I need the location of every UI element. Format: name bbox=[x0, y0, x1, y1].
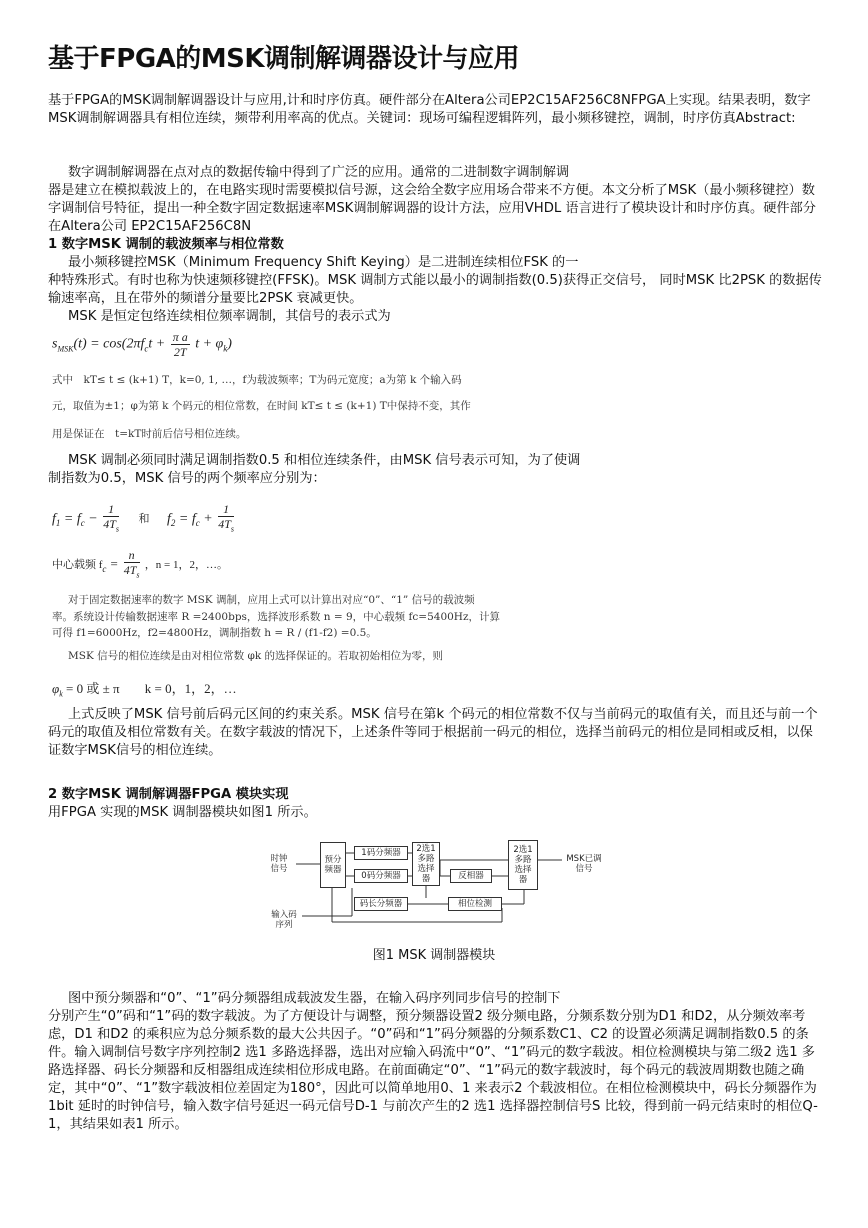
where-line3: 用是保证在 t=kT时前后信号相位连续。 bbox=[52, 428, 247, 440]
sec2-block bbox=[48, 786, 823, 822]
sec1-p3-line1: MSK 调制必须同时满足调制指数0.5 和相位连续条件，由MSK 信号表示可知，为了使调 bbox=[68, 453, 581, 468]
div1-box: 1码分频器 bbox=[354, 846, 408, 860]
intro-rest: 器是建立在模拟载波上的，在电路实现时需要模拟信号源，这会给全数字应用场合带来不方便。本文分析了MSK（最小频移键控）数字调制信号特征，提出一种全数字固定数据速率MSK调制解调器的设计方法，应用VHDL 语言进行了模块设计和时序仿真。硬件部分在Altera公司 EP2C15AF256C8N bbox=[48, 183, 816, 234]
clock-signal-label: 时钟 信号 bbox=[270, 854, 288, 874]
mux2-box: 2选1 多路 选择 器 bbox=[508, 840, 538, 890]
figure-caption: 图1 MSK 调制器模块 bbox=[372, 948, 496, 963]
where-line2: 元，取值为±1；φ为第 k 个码元的相位常数，在时间 kT≤ t ≤ (k+1) T中保持不变，其作 bbox=[52, 400, 471, 412]
sec1-p3-line2: 制指数为0.5，MSK 信号的两个频率应分别为： bbox=[48, 471, 326, 486]
equation-center-frequency: 中心载频 $f_c$ = $\frac{n}{4T_s}$ ，n = 1，2，…。 bbox=[52, 548, 228, 580]
sec1-p2: MSK 是恒定包络连续相位频率调制，其信号的表示式为 bbox=[68, 309, 391, 324]
sec1-p4: 上式反映了MSK 信号前后码元区间的约束关系。MSK 信号在第k 个码元的相位常数不仅与当前码元的取值有关，而且还与前一个码元的取值及相位常数有关。在数字载波的情况下，上述条件等同于根据前一码元的相位，选择当前码元的相位是同相或反相，以保证数字MSK信号的相位连续。 bbox=[48, 707, 818, 758]
example-line2: 率。系统设计传输数据速率 R =2400bps，选择波形系数 n = 9，中心载频 fc=5400Hz，计算 bbox=[52, 611, 500, 623]
sec1-p3-block bbox=[48, 452, 823, 488]
section1-heading: 1 数字MSK 调制的载波频率与相位常数 bbox=[48, 237, 284, 252]
equation-frequencies: $f_1 = f_c$ − $\frac{1}{4T_s}$ 和 $f_2 = f_c$ + $\frac{1}{4T_s}$ bbox=[52, 502, 234, 534]
sec2-p2-line1: 图中预分频器和“0”、“1”码分频器组成载波发生器，在输入码序列同步信号的控制下 bbox=[68, 991, 561, 1006]
sec1-p1-line1: 最小频移键控MSK（Minimum Frequency Shift Keying）是二进制连续相位FSK 的一 bbox=[68, 255, 579, 270]
intro-block bbox=[48, 164, 823, 326]
sec2-p1: 用FPGA 实现的MSK 调制器模块如图1 所示。 bbox=[48, 805, 317, 820]
code-length-divider-box: 码长分频器 bbox=[354, 897, 408, 911]
div0-box: 0码分频器 bbox=[354, 869, 408, 883]
mux1-box: 2选1 多路 选择 器 bbox=[412, 842, 440, 886]
example-line3: 可得 f1=6000Hz，f2=4800Hz，调制指数 h = R / (f1-f2) =0.5。 bbox=[52, 627, 377, 639]
abstract-block bbox=[48, 92, 823, 128]
output-label: MSK已调 信号 bbox=[566, 854, 602, 874]
prescaler-box: 预分 频器 bbox=[320, 842, 346, 888]
modulator-block-diagram bbox=[262, 838, 612, 934]
inverter-box: 反相器 bbox=[450, 869, 492, 883]
page-title: 基于FPGA的MSK调制解调器设计与应用 bbox=[48, 44, 520, 74]
where-line1: 式中 kT≤ t ≤ (k+1) T，k=0, 1, …，f为载波频率；T为码元宽度；a为第 k 个输入码 bbox=[52, 374, 462, 386]
phase-detect-box: 相位检测 bbox=[448, 897, 502, 911]
example-line1: 对于固定数据速率的数字 MSK 调制，应用上式可以计算出对应“0”、“1” 信号的载波频 bbox=[68, 594, 475, 606]
equation-msk-signal: $s_{MSK}(t) = \cos(2\pi f_ct$ + $\frac{\text{π a}}{2T}$ $t + \varphi_k$) bbox=[52, 330, 232, 359]
section2-heading: 2 数字MSK 调制解调器FPGA 模块实现 bbox=[48, 787, 289, 802]
abstract-text: 基于FPGA的MSK调制解调器设计与应用,计和时序仿真。硬件部分在Altera公司EP2C15AF256C8NFPGA上实现。结果表明，数字MSK调制解调器具有相位连续，频带利用率高的优点。关键词：现场可编程逻辑阵列，最小频移键控，调制，时序仿真Abstract: bbox=[48, 93, 811, 126]
sec1-p1-rest: 种特殊形式。有时也称为快速频移键控(FFSK)。MSK 调制方式能以最小的调制指数(0.5)获得正交信号， 同时MSK 比2PSK 的数据传输速率高，且在带外的频谱分量要比2PSK 衰减更快。 bbox=[48, 273, 822, 306]
phase-line: MSK 信号的相位连续是由对相位常数 φk 的选择保证的。若取初始相位为零，则 bbox=[68, 650, 444, 662]
equation-phase: $\varphi_k = 0$ 或 ± π k = 0，1，2，… bbox=[52, 681, 237, 699]
sec2-p2-block bbox=[48, 990, 823, 1134]
input-seq-label: 输入码 序列 bbox=[271, 910, 297, 930]
intro-line1: 数字调制解调器在点对点的数据传输中得到了广泛的应用。通常的二进制数字调制解调 bbox=[68, 165, 570, 180]
sec2-p2-rest: 分别产生“0”码和“1”码的数字载波。为了方便设计与调整，预分频器设置2 级分频电路，分频系数分别为D1 和D2，从分频效率考虑，D1 和D2 的乘积应为总分频系数的最大公共因子。“0”码和“1”码分频器的分频系数C1、C2 的设置必须满足调制指数0.5 的条件。输入调制信号数字序列控制2 选1 多路选择器，选出对应输入码流中“0”、“1”码元的数字载波。相位检测模块与第二级2 选1 多路选择器、码长分频器和反相器组成连续相位形成电路。在前面确定“0”、“1”码元的数字载波时，每个码元的载波周期数也随之确定，其中“0”、“1”数字载波相位差固定为180°，因此可以简单地用0、1 来表示2 个载波相位。在相位检测模块中，码长分频器作为1bit 延时的时钟信号，输入数字信号延迟一码元信号D-1 与前次产生的2 选1 选择器控制信号S 比较，得到前一码元结束时的相位Q-1，其结果如表1 所示。 bbox=[48, 1009, 818, 1132]
sec1-p4-block bbox=[48, 706, 823, 760]
